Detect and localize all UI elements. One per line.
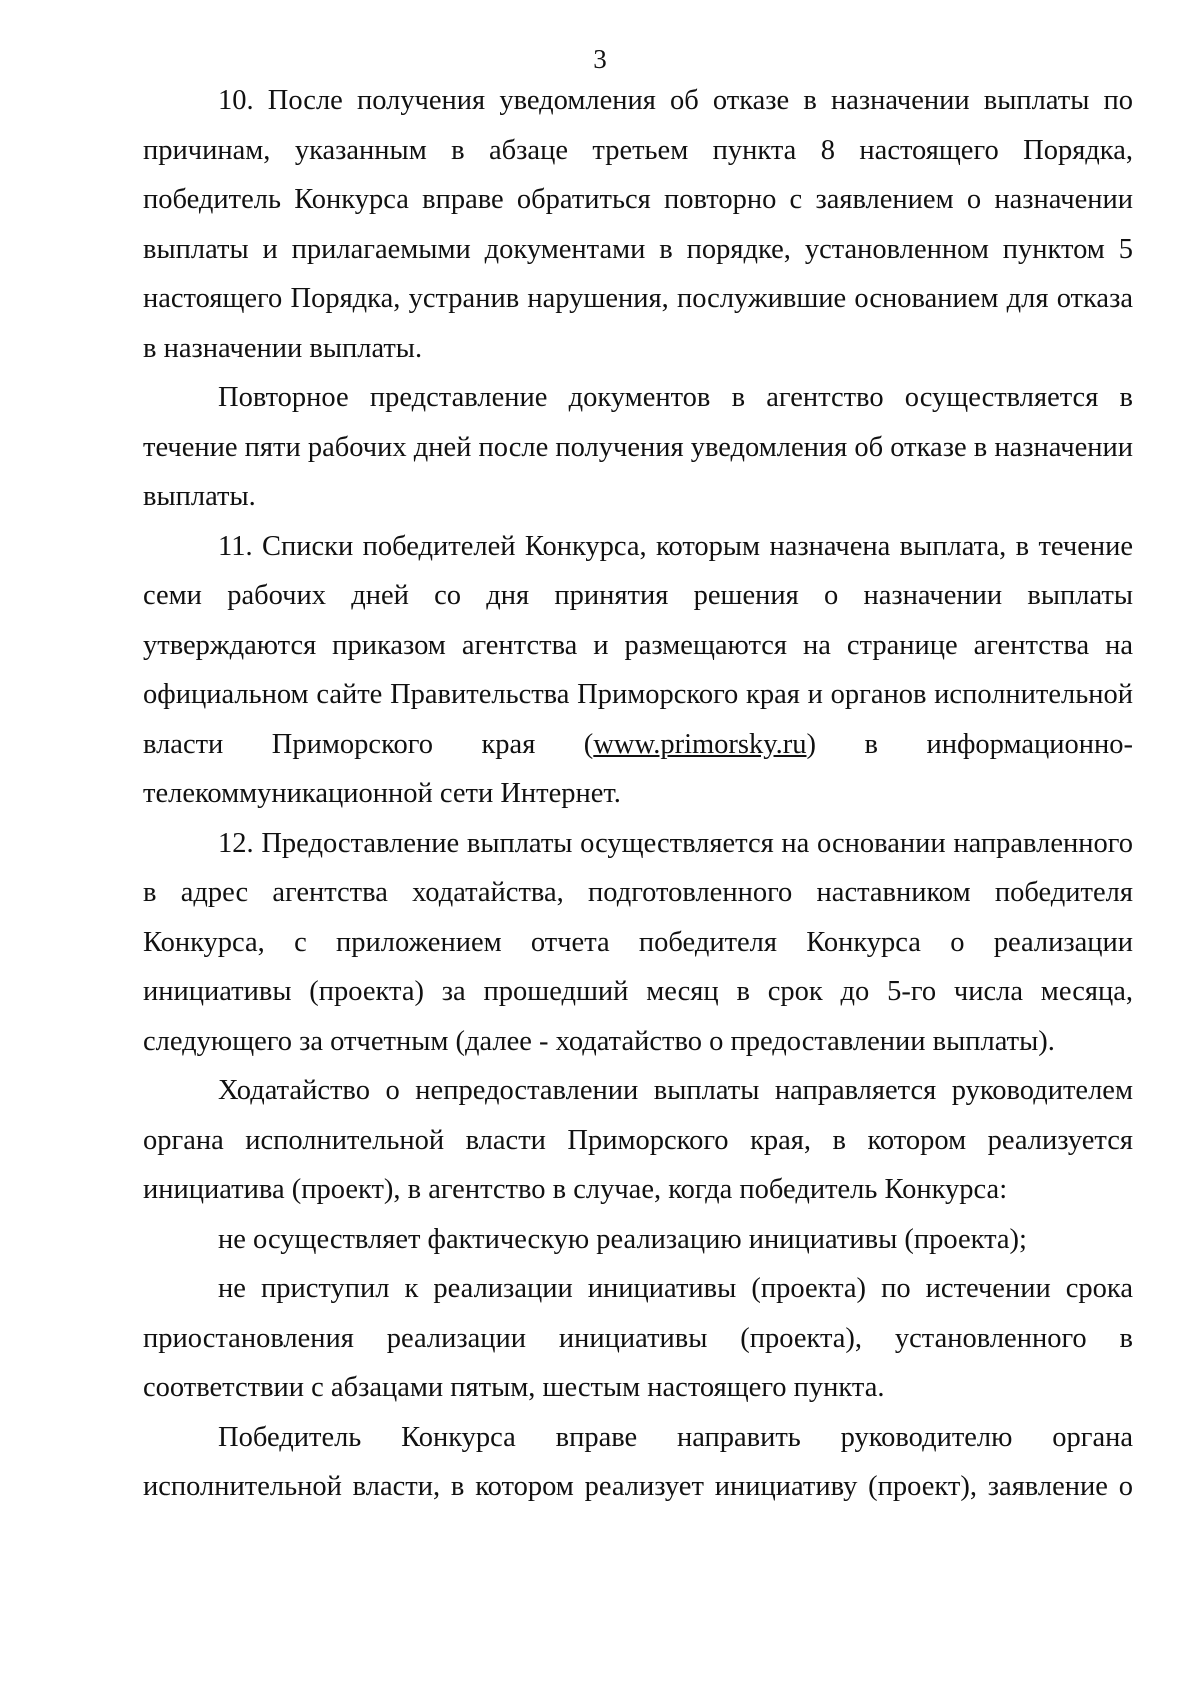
paragraph-12-petition: Ходатайство о непредоставлении выплаты направляется руководителем органа исполнительной власти Приморского края, в котором реализуется инициатива (проект), в агентство в случае, когда победитель Конкурса: bbox=[143, 1075, 1133, 1205]
paragraph-12-condition-2: не приступил к реализации инициативы (проекта) по истечении срока приостановления реализации инициативы (проекта), установленного в соответствии с абзацами пятым, шестым настоящего пункта. bbox=[143, 1273, 1133, 1403]
paragraph-12-winner-right: Победитель Конкурса вправе направить руководителю органа исполнительной власти, в котором реализует инициативу (проект), заявление о bbox=[143, 1421, 1133, 1502]
paragraph-10: 10. После получения уведомления об отказе в назначении выплаты по причинам, указанным в абзаце третьем пункта 8 настоящего Порядка, победитель Конкурса вправе обратиться повторно с заявлением о назначении выплаты и прилагаемыми документами в порядке, установленном пунктом 5 настоящего Порядка, устранив нарушения, послужившие основанием для отказа в назначении выплаты. bbox=[143, 85, 1133, 364]
paragraph-11-text-before-link: 11. Списки победителей Конкурса, которым назначена выплата, в течение семи рабочих дней со дня принятия решения о назначении выплаты утверждаются приказом агентства и размещаются на странице агентства на официальном сайте Правительства Приморского края и органов исполнительной власти Приморского края ( bbox=[143, 530, 1133, 760]
paragraph-11-text-after-link: ) в информационно-телекоммуникационной сети Интернет. bbox=[143, 728, 1133, 809]
page-number: 3 bbox=[593, 44, 607, 74]
paragraph-11 bbox=[143, 522, 1133, 819]
document-body bbox=[143, 76, 1133, 1512]
paragraph-12-condition-1: не осуществляет фактическую реализацию инициативы (проекта); bbox=[218, 1223, 1027, 1255]
paragraph-10-resubmission: Повторное представление документов в агентство осуществляется в течение пяти рабочих дней после получения уведомления об отказе в назначении выплаты. bbox=[143, 382, 1133, 512]
primorsky-website-link[interactable]: www.primorsky.ru bbox=[593, 728, 807, 760]
paragraph-12: 12. Предоставление выплаты осуществляется на основании направленного в адрес агентства ходатайства, подготовленного наставником победителя Конкурса, с приложением отчета победителя Конкурса о реализации инициативы (проекта) за прошедший месяц в срок до 5-го числа месяца, следующего за отчетным (далее - ходатайство о предоставлении выплаты). bbox=[143, 827, 1133, 1057]
